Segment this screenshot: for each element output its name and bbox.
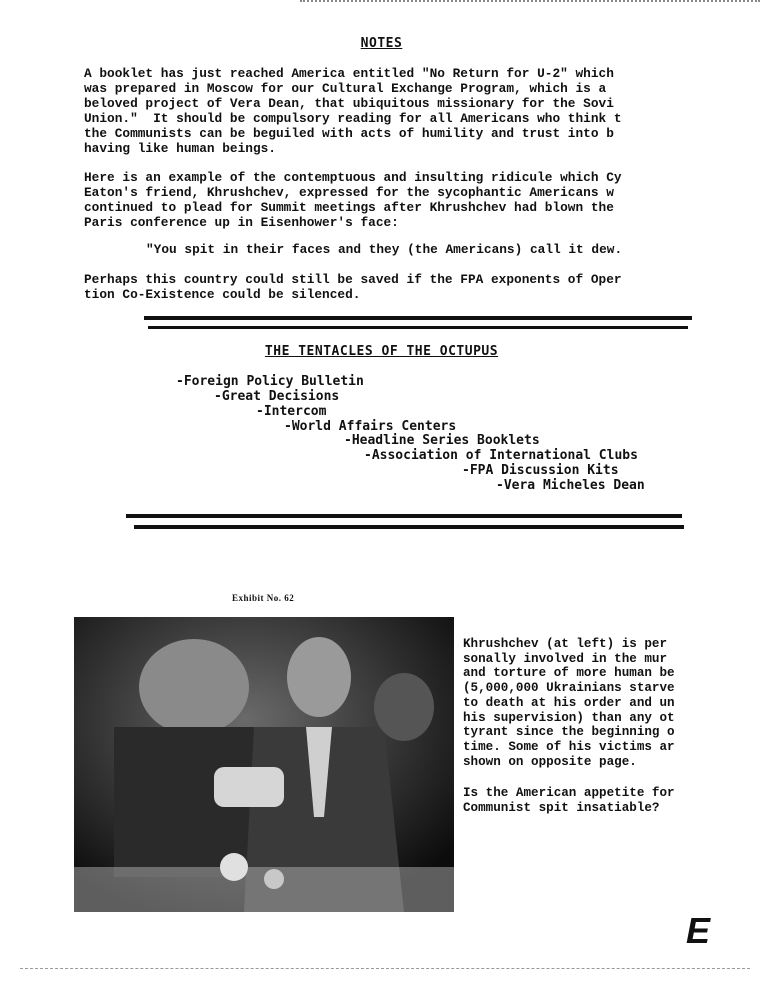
notes-paragraph-1: A booklet has just reached America entitled "No Return for U-2" which was prepared in Moscow for our Cultural Exchange Program, which is a beloved project of Vera Dean, that ubiquitous missionary for the Sovi Union." It should be compulsory reading for all Americans who think t the Communists can be beguiled with acts of humility and trust into b having like human beings.: [84, 66, 622, 156]
tentacle-item: -Great Decisions: [214, 389, 340, 404]
divider-top-2: [148, 326, 688, 329]
photo-caption-question: Is the American appetite for Communist spit insatiable?: [463, 786, 675, 815]
tentacle-item: -Vera Micheles Dean: [496, 478, 645, 493]
divider-top-1: [144, 316, 692, 320]
tentacle-item: -Headline Series Booklets: [344, 433, 540, 448]
notes-paragraph-2: Here is an example of the contemptuous and insulting ridicule which Cy Eaton's friend, Khrushchev, expressed for the sycophantic Americans w continued to plead for Summit meetings after Khrushchev had blown the Paris conference up in Eisenhower's face:: [84, 170, 622, 230]
tentacle-item: -Intercom: [256, 404, 327, 419]
tentacles-heading: THE TENTACLES OF THE OCTUPUS: [264, 344, 499, 359]
photo-caption: Khrushchev (at left) is per sonally involved in the mur and torture of more human be (5,000,000 Ukrainians starve to death at his order and un his supervision) than any ot tyrant since the beginning o time. Some of his victims ar shown on opposite page.: [463, 637, 675, 769]
notes-heading: NOTES: [360, 36, 403, 51]
khrushchev-photo: [74, 617, 454, 912]
page-mark: E: [686, 910, 711, 951]
tentacle-item: -Association of International Clubs: [364, 448, 638, 463]
photo-image: [74, 617, 454, 912]
tentacle-item: -FPA Discussion Kits: [462, 463, 619, 478]
tentacle-item: -Foreign Policy Bulletin: [176, 374, 364, 389]
exhibit-label: Exhibit No. 62: [232, 593, 295, 603]
notes-paragraph-3: Perhaps this country could still be saved if the FPA exponents of Oper tion Co-Existence could be silenced.: [84, 272, 622, 302]
divider-bottom-2: [134, 525, 684, 529]
bottom-edge-rule: [20, 968, 750, 969]
divider-bottom-1: [126, 514, 682, 518]
top-edge-rule: [300, 0, 760, 5]
khrushchev-quote: "You spit in their faces and they (the Americans) call it dew.: [146, 242, 623, 257]
tentacle-item: -World Affairs Centers: [284, 419, 457, 434]
